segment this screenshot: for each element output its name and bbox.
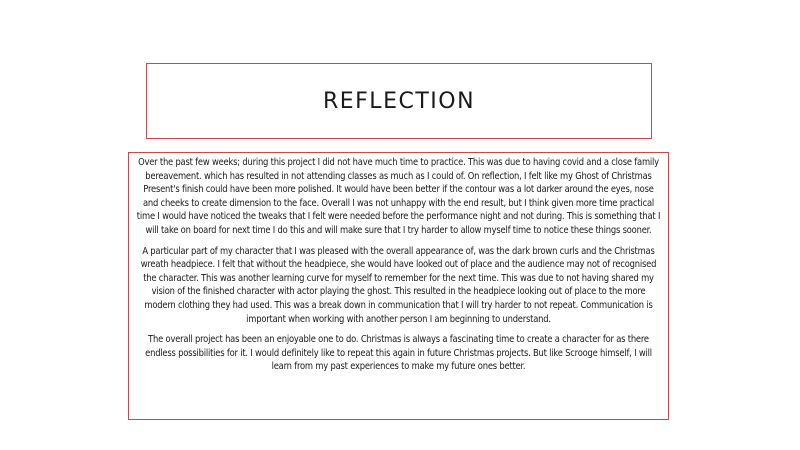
title-box — [146, 63, 652, 139]
reflection-paragraph-1: Over the past few weeks; during this project I did not have much time to practice. This was due to having covid and a close family bereavement. which has resulted in not attending classes as much as I could of. On reflection, I felt like my Ghost of Christmas Present's finish could have been more polished. It would have been better if the contour was a lot darker around the eyes, nose and cheeks to create dimension to the face. Overall I was not unhappy with the end result, but I think given more time practical time I would have noticed the tweaks that I felt were needed before the performance night and not during. This is something that I will take on board for next time I do this and will make sure that I try harder to allow myself time to notice these things sooner. — [136, 157, 661, 236]
reflection-paragraph-2: A particular part of my character that I was pleased with the overall appearance of, was the dark brown curls and the Christmas wreath headpiece. I felt that without the headpiece, she would have looked out of place and the audience may not of recognised the character. This was another learning curve for myself to remember for the next time. This was due to not having shared my vision of the finished character with actor playing the ghost. This resulted in the headpiece looking out of place to the more modern clothing they had used. This was a break down in communication that I will try harder to not repeat. Communication is important when working with another person I am beginning to understand. — [140, 245, 657, 325]
reflection-text-box — [128, 152, 669, 420]
slide-title: REFLECTION — [322, 88, 476, 114]
reflection-paragraph-3: The overall project has been an enjoyable one to do. Christmas is always a fascinating time to create a character for as there endless possibilities for it. I would definitely like to repeat this again in future Christmas projects. But like Scrooge himself, I will learn from my past experiences to make my future ones better. — [145, 334, 652, 373]
